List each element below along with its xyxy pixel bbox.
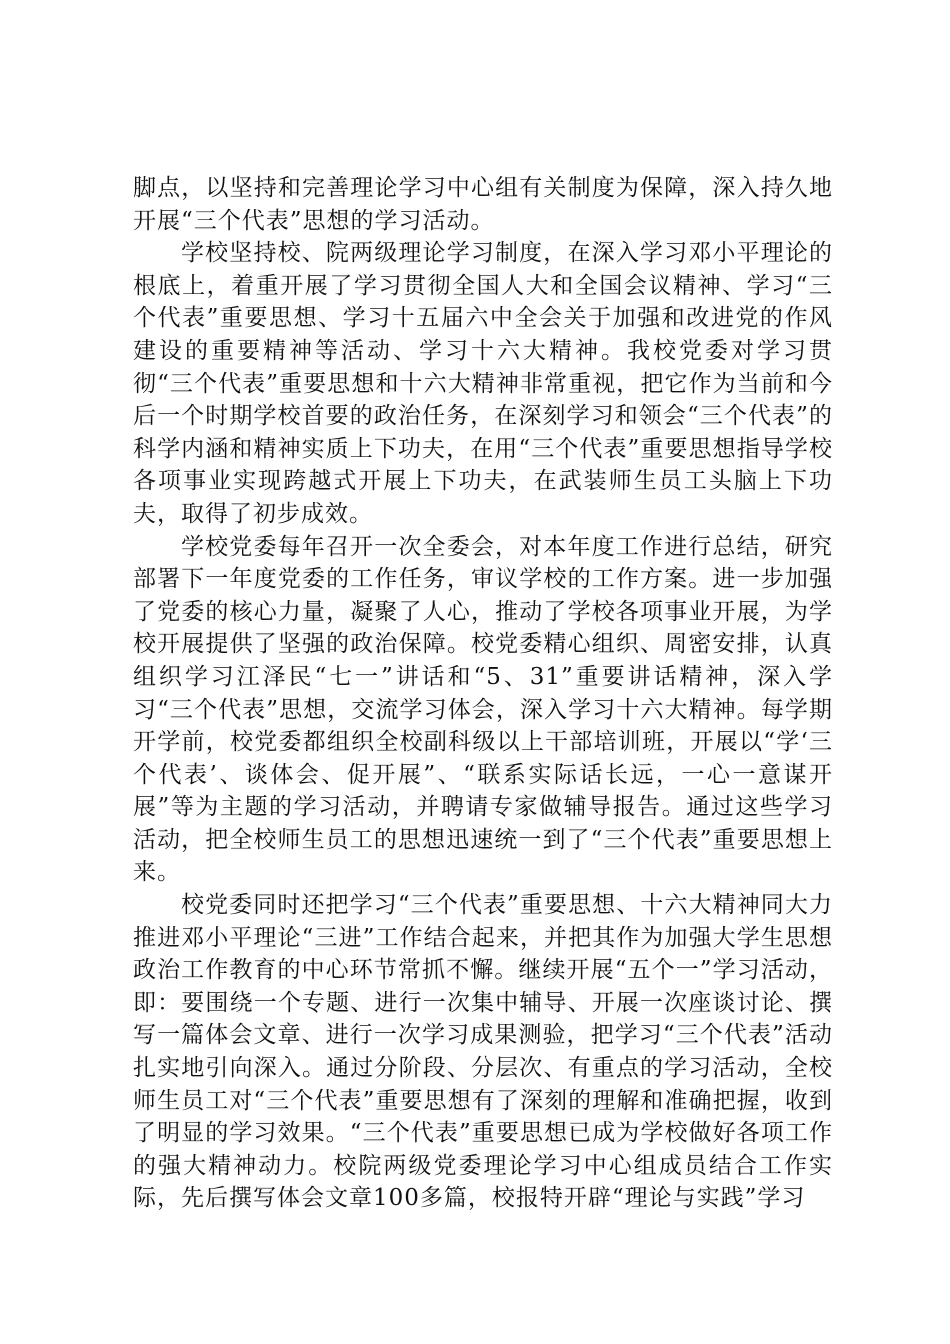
- paragraph-4: 校党委同时还把学习“三个代表”重要思想、十六大精神同大力推进邓小平理论“三进”工作结合起来，并把其作为加强大学生思想政治工作教育的中心环节常抓不懈。继续开展“五个一”学习活动，即：要围绕一个专题、进行一次集中辅导、开展一次座谈讨论、撰写一篇体会文章、进行一次学习成果测验，把学习“三个代表”活动扎实地引向深入。通过分阶段、分层次、有重点的学习活动，全校师生员工对“三个代表”重要思想有了深刻的理解和准确把握，收到了明显的学习效果。“三个代表”重要思想已成为学校做好各项工作的强大精神动力。校院两级党委理论学习中心组成员结合工作实际，先后撰写体会文章100多篇，校报特开辟“理论与实践”学习: [133, 892, 833, 1212]
- paragraph-1: 脚点，以坚持和完善理论学习中心组有关制度为保障，深入持久地开展“三个代表”思想的学习活动。: [133, 175, 833, 234]
- document-body: [133, 172, 833, 1215]
- paragraph-2: 学校坚持校、院两级理论学习制度，在深入学习邓小平理论的根底上，着重开展了学习贯彻全国人大和全国会议精神、学习“三个代表”重要思想、学习十五届六中全会关于加强和改进党的作风建设的重要精神等活动、学习十六大精神。我校党委对学习贯彻“三个代表”重要思想和十六大精神非常重视，把它作为当前和今后一个时期学校首要的政治任务，在深刻学习和领会“三个代表”的科学内涵和精神实质上下功夫，在用“三个代表”重要思想指导学校各项事业实现跨越式开展上下功夫，在武装师生员工头脑上下功夫，取得了初步成效。: [133, 240, 833, 527]
- paragraph-3: 学校党委每年召开一次全委会，对本年度工作进行总结，研究部署下一年度党委的工作任务，审议学校的工作方案。进一步加强了党委的核心力量，凝聚了人心，推动了学校各项事业开展，为学校开展提供了坚强的政治保障。校党委精心组织、周密安排，认真组织学习江泽民“七一”讲话和“5、31”重要讲话精神，深入学习“三个代表”思想，交流学习体会，深入学习十六大精神。每学期开学前，校党委都组织全校副科级以上干部培训班，开展以“学‘三个代表’、谈体会、促开展”、“联系实际话长远，一心一意谋开展”等为主题的学习活动，并聘请专家做辅导报告。通过这些学习活动，把全校师生员工的思想迅速统一到了“三个代表”重要思想上来。: [133, 533, 833, 886]
